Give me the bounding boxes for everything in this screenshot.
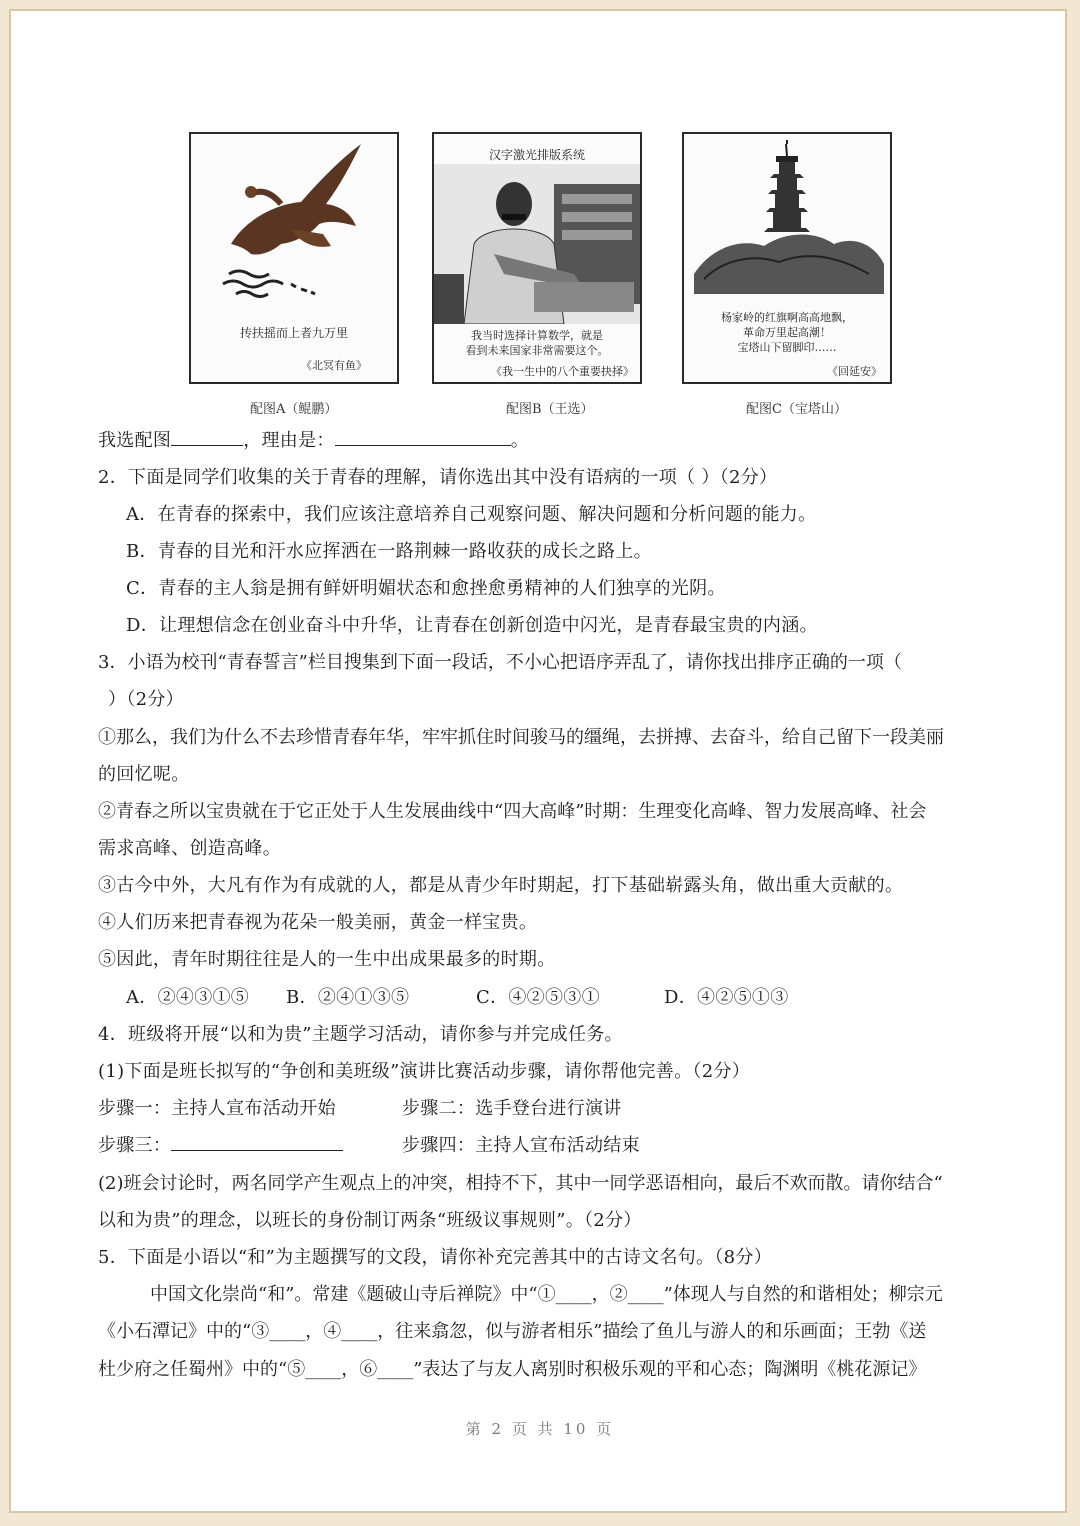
q2-option-a[interactable]: A．在青春的探索中，我们应该注意培养自己观察问题、解决问题和分析问题的能力。 bbox=[126, 504, 817, 525]
q4-sub2-line-2: 以和为贵”的理念，以班长的身份制订两条“班级议事规则”。（2分） bbox=[98, 1210, 642, 1231]
q5-paragraph-line-3: 杜少府之任蜀州》中的“⑤____，⑥____”表达了与友人离别时积极乐观的平和心态；陶渊明《桃花源记》 bbox=[98, 1359, 927, 1380]
card-b-quote-line-2: 看到未来国家非常需要这个。 bbox=[465, 344, 609, 357]
q4-stem: 4．班级将开展“以和为贵”主题学习活动，请你参与并完成任务。 bbox=[98, 1024, 623, 1045]
q5-paragraph-line-2: 《小石潭记》中的“③____，④____，往来翕忽，似与游者相乐”描绘了鱼儿与游人的和乐画面；王勃《送 bbox=[98, 1321, 927, 1342]
card-c-quote-line-1: 杨家岭的红旗啊高高地飘， bbox=[721, 311, 853, 324]
typesetting-photo bbox=[434, 164, 640, 324]
q4-sub2-line-1: (2)班会讨论时，两名同学产生观点上的冲突，相持不下，其中一同学恶语相向，最后不欢而散。请你结合“ bbox=[98, 1173, 943, 1194]
q4-step-3-label: 步骤三： bbox=[98, 1135, 172, 1156]
q3-sentence-2b: 需求高峰、创造高峰。 bbox=[98, 838, 281, 859]
image-card-a bbox=[189, 132, 399, 384]
q1-choice-line bbox=[98, 427, 529, 455]
card-c-quote-line-2: 革命万里起高潮！ bbox=[743, 326, 831, 339]
q1-choice-label: 我选配图 bbox=[98, 430, 172, 451]
q3-option-c[interactable]: C．④②⑤③① bbox=[476, 987, 600, 1008]
q4-sub1: (1)下面是班长拟写的“争创和美班级”演讲比赛活动步骤，请你帮他完善。（2分） bbox=[98, 1061, 751, 1082]
caption-a: 配图A（鲲鹏） bbox=[250, 402, 338, 417]
q3-option-d[interactable]: D．④②⑤①③ bbox=[664, 987, 789, 1008]
caption-c: 配图C（宝塔山） bbox=[746, 402, 847, 417]
q2-option-c[interactable]: C．青春的主人翁是拥有鲜妍明媚状态和愈挫愈勇精神的人们独享的光阴。 bbox=[126, 578, 726, 599]
q4-step-2: 步骤二：选手登台进行演讲 bbox=[402, 1098, 622, 1119]
card-b-quote-line-1: 我当时选择计算数学，就是 bbox=[471, 329, 603, 342]
q3-stem-line-2: ）（2分） bbox=[108, 689, 184, 710]
q1-image-blank[interactable] bbox=[171, 427, 243, 446]
q4-step-1: 步骤一：主持人宣布活动开始 bbox=[98, 1098, 336, 1119]
q3-stem-line-1: 3．小语为校刊“青春誓言”栏目搜集到下面一段话，不小心把语序弄乱了，请你找出排序正确的一项（ bbox=[98, 652, 902, 673]
q4-step-4: 步骤四：主持人宣布活动结束 bbox=[402, 1135, 640, 1156]
q2-option-d[interactable]: D．让理想信念在创业奋斗中升华，让青春在创新创造中闪光，是青春最宝贵的内涵。 bbox=[126, 615, 818, 636]
q5-paragraph-line-1: 中国文化崇尚“和”。常建《题破山寺后禅院》中“①____，②____”体现人与自然的和谐相处；柳宗元 bbox=[150, 1284, 943, 1305]
q4-step-3-line bbox=[98, 1132, 343, 1160]
card-b-header: 汉字激光排版系统 bbox=[488, 148, 585, 162]
q3-sentence-2a: ②青春之所以宝贵就在于它正处于人生发展曲线中“四大高峰”时期：生理变化高峰、智力发展高峰、社会 bbox=[98, 801, 927, 822]
eagle-illustration bbox=[191, 134, 397, 382]
q1-reason-blank[interactable] bbox=[335, 427, 511, 446]
q3-option-a[interactable]: A．②④③①⑤ bbox=[126, 987, 250, 1008]
q3-sentence-1b: 的回忆呢。 bbox=[98, 764, 190, 785]
q1-reason-label: ，理由是： bbox=[243, 430, 335, 451]
q3-sentence-1a: ①那么，我们为什么不去珍惜青春年华，牢牢抓住时间骏马的缰绳，去拼搏、去奋斗，给自己留下一段美丽 bbox=[98, 727, 944, 748]
image-card-c bbox=[682, 132, 892, 384]
card-a-quote: 抟扶摇而上者九万里 bbox=[239, 326, 348, 340]
q3-sentence-4: ④人们历来把青春视为花朵一般美丽，黄金一样宝贵。 bbox=[98, 912, 538, 933]
q2-stem: 2．下面是同学们收集的关于青春的理解，请你选出其中没有语病的一项（ ）（2分） bbox=[98, 467, 778, 488]
q3-option-b[interactable]: B．②④①③⑤ bbox=[286, 987, 410, 1008]
page-number-footer: 第 2 页 共 10 页 bbox=[465, 1420, 615, 1438]
pagoda-illustration bbox=[684, 134, 890, 294]
q1-end: 。 bbox=[510, 430, 530, 451]
q3-sentence-5: ⑤因此，青年时期往往是人的一生中出成果最多的时期。 bbox=[98, 949, 556, 970]
q3-sentence-3: ③古今中外，大凡有作为有成就的人，都是从青少年时期起，打下基础崭露头角，做出重大贡献的。 bbox=[98, 875, 904, 896]
q4-step-3-blank[interactable] bbox=[171, 1132, 343, 1151]
q2-option-b[interactable]: B．青春的目光和汗水应挥洒在一路荆棘一路收获的成长之路上。 bbox=[126, 541, 652, 562]
card-c-quote-line-3: 宝塔山下留脚印…… bbox=[737, 341, 837, 354]
image-card-b bbox=[432, 132, 642, 384]
caption-b: 配图B（王选） bbox=[506, 402, 594, 417]
q5-stem: 5．下面是小语以“和”为主题撰写的文段，请你补充完善其中的古诗文名句。（8分） bbox=[98, 1247, 773, 1268]
card-c-source: 《回延安》 bbox=[827, 365, 882, 378]
card-b-source: 《我一生中的八个重要抉择》 bbox=[491, 365, 634, 378]
card-a-source: 《北冥有鱼》 bbox=[301, 359, 367, 372]
